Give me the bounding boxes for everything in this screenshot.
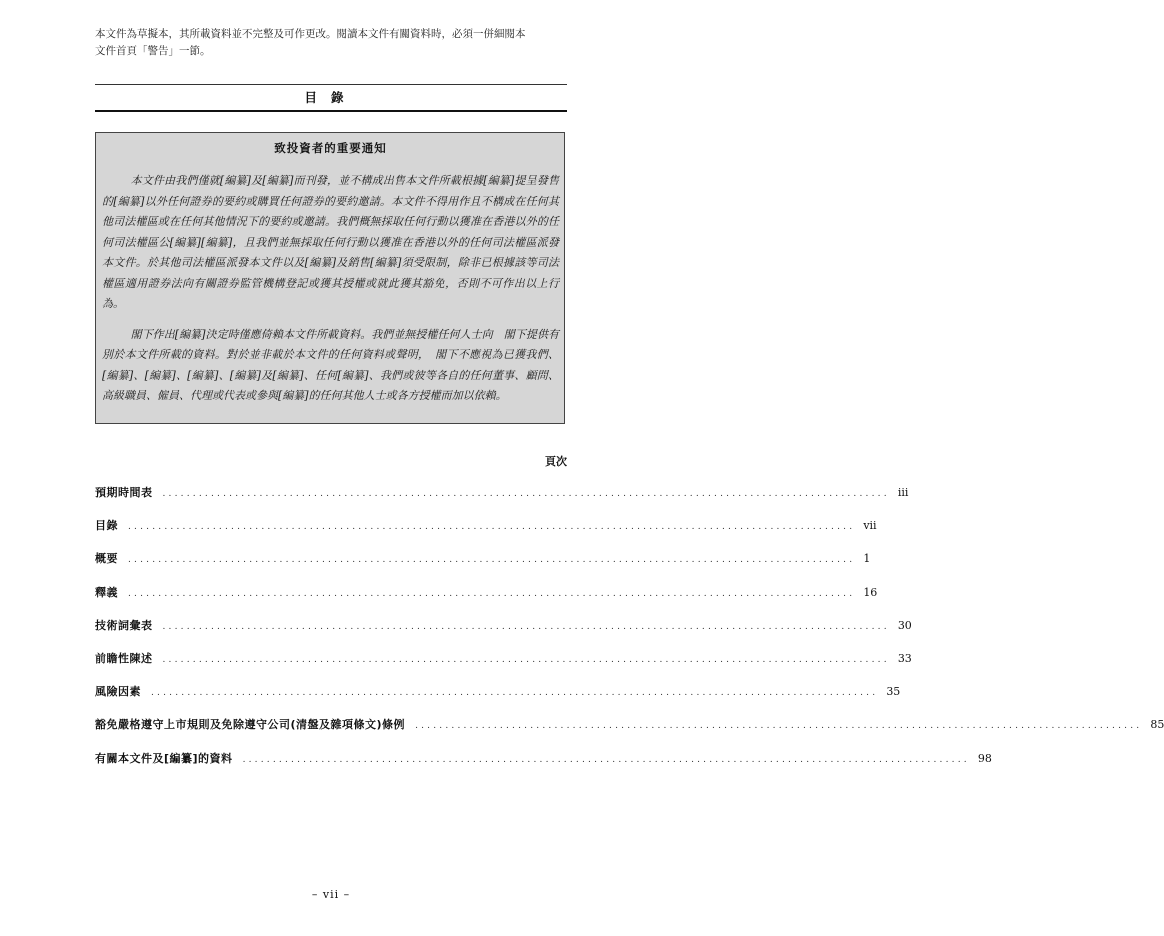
toc-entry-definitions[interactable] — [95, 584, 878, 617]
toc-entry-label: 釋義 — [95, 585, 118, 599]
page-number-footer: – vii – — [311, 888, 351, 901]
toc-entry-label: 風險因素 — [95, 685, 141, 699]
toc-entry-page: 98 — [977, 751, 992, 765]
toc-leader-dots: ........................................................................................................................ — [162, 489, 890, 499]
toc-entry-label: 目錄 — [95, 519, 118, 533]
notice-paragraph-1: 本文件由我們僅就[編纂]及[編纂]而刊發，並不構成出售本文件所載根據[編纂]提呈發售的[編纂]以外任何證券的要約或購買任何證券的要約邀請。本文件不得用作且不構成在任何其他司法權區或在任何其他情況下的要約或邀請。我們概無採取任何行動以獲准在香港以外的任何司法權區公[編纂][編纂]，且我們並無採取任何行動以獲准在香港以外的任何司法權區派發本文件。於其他司法權區派發本文件以及[編纂]及銷售[編纂]須受限制，除非已根據該等司法權區適用證券法向有關證券監管機構登記或獲其授權或就此獲其豁免，否則不可作出以上行為。 — [102, 174, 559, 310]
toc-entry-page: 30 — [897, 618, 912, 632]
toc-entry-page: vii — [863, 519, 877, 533]
toc-entry-label: 前瞻性陳述 — [95, 651, 153, 665]
toc-entry-page: 33 — [897, 651, 912, 665]
notice-paragraph-2: 閣下作出[編纂]決定時僅應倚賴本文件所載資料。我們並無授權任何人士向 閣下提供有別於本文件所載的資料。對於並非載於本文件的任何資料或聲明， 閣下不應視為已獲我們、[編纂]、[編纂]、[編纂]、[編纂]及[編纂]、任何[編纂]、我們或彼等各自的任何董事、顧問、高級職員、僱員、代理或代表或參與[編纂]的任何其他人士或各方授權而加以依賴。 — [102, 327, 559, 402]
toc-leader-dots: ........................................................................................................................ — [415, 721, 1143, 732]
toc-entry-page: iii — [897, 486, 909, 499]
disclaimer-line-2: 文件首頁「警告」一節。 — [95, 45, 211, 57]
toc-entry-label: 技術詞彙表 — [95, 618, 153, 632]
investor-notice-box — [95, 132, 565, 424]
page-column-header: 頁次 — [545, 455, 567, 468]
toc-leader-dots: ........................................................................................................................ — [128, 522, 856, 533]
toc-leader-dots: ........................................................................................................................ — [162, 654, 890, 665]
table-of-contents — [95, 484, 1164, 783]
toc-entry-label: 概要 — [95, 552, 118, 566]
toc-entry-page: 85 — [1150, 718, 1164, 732]
toc-entry-page: 16 — [863, 585, 878, 599]
page-title: 目錄 — [95, 84, 567, 112]
toc-entry-page: 35 — [886, 685, 901, 699]
disclaimer-line-1: 本文件為草擬本，其所載資料並不完整及可作更改。閱讀本文件有關資料時，必須一併細閱本 — [95, 28, 526, 40]
toc-entry-page: 1 — [863, 552, 871, 566]
toc-leader-dots: ........................................................................................................................ — [242, 754, 970, 765]
toc-entry-glossary[interactable] — [95, 617, 912, 650]
draft-disclaimer — [95, 26, 570, 60]
toc-leader-dots: ........................................................................................................................ — [128, 588, 856, 599]
toc-entry-label: 有關本文件及[編纂]的資料 — [95, 751, 233, 765]
toc-entry-label: 預期時間表 — [95, 486, 153, 499]
toc-entry-document-information[interactable] — [95, 750, 992, 783]
toc-entry-summary[interactable] — [95, 550, 871, 583]
toc-leader-dots: ........................................................................................................................ — [151, 688, 879, 699]
toc-entry-expected-timetable[interactable] — [95, 484, 909, 517]
toc-entry-waivers[interactable] — [95, 716, 1164, 749]
toc-leader-dots: ........................................................................................................................ — [128, 555, 856, 566]
notice-title: 致投資者的重要通知 — [274, 141, 387, 155]
toc-entry-label: 豁免嚴格遵守上市規則及免除遵守公司(清盤及雜項條文)條例 — [95, 718, 406, 732]
toc-entry-contents[interactable] — [95, 517, 877, 550]
toc-entry-forward-looking[interactable] — [95, 650, 912, 683]
toc-leader-dots: ........................................................................................................................ — [162, 621, 890, 632]
toc-entry-risk-factors[interactable] — [95, 683, 901, 716]
